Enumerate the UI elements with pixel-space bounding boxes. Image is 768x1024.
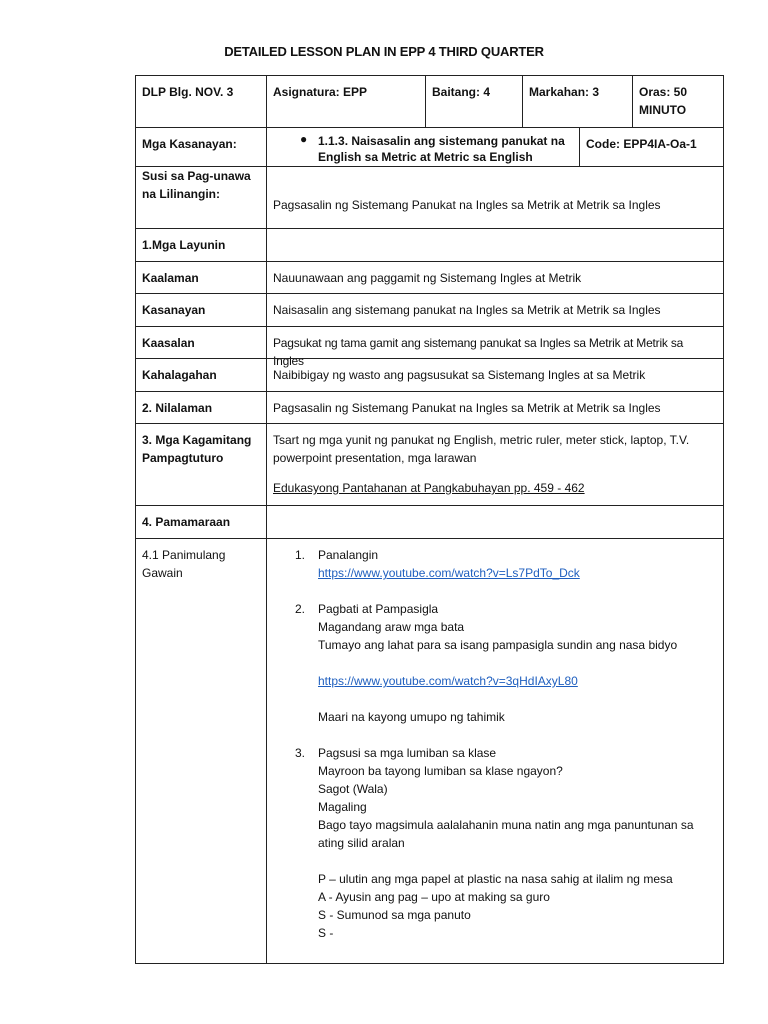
kasanayan-cell	[266, 128, 579, 166]
step3-line1: Mayroon ba tayong lumiban sa klase ngayon?	[318, 764, 563, 778]
asignatura-cell: Asignatura: EPP	[266, 76, 425, 127]
step3-line4: Bago tayo magsimula aalalahanin muna natin ang mga panuntunan sa ating silid aralan	[318, 818, 694, 850]
step-pagbati: 2. Pagbati at Pampasigla Magandang araw mga bata Tumayo ang lahat para sa isang pampasigla sundin ang nasa bidyo https://www.youtube.com/watch?v=3qHdIAxyL80 Maari na kayong umupo ng tahimik	[273, 600, 717, 744]
susi-value: Pagsasalin ng Sistemang Panukat na Ingles sa Metrik at Metrik sa Ingles	[266, 167, 723, 228]
kaalaman-value: Nauunawaan ang paggamit ng Sistemang Ingles at Metrik	[266, 262, 723, 293]
kagamitan-materials: Tsart ng mga yunit ng panukat ng English, metric ruler, meter stick, laptop, T.V. powerpoint presentation, mga larawan	[273, 433, 690, 465]
step1-title: Panalangin	[318, 548, 379, 562]
rule-p: P – ulutin ang mga papel at plastic na nasa sahig at ilalim ng mesa	[318, 872, 673, 886]
nilalaman-value: Pagsasalin ng Sistemang Panukat na Ingles sa Metrik at Metrik sa Ingles	[266, 392, 723, 423]
kaasalan-value: Pagsukat ng tama gamit ang sistemang panukat sa Ingles sa Metrik at Metrik sa Ingles	[266, 327, 723, 358]
baitang-cell: Baitang: 4	[425, 76, 522, 127]
kasanayan-row	[136, 127, 723, 166]
step3-title: Pagsusi sa mga lumiban sa klase	[318, 746, 497, 760]
step-pagsusi: 3. Pagsusi sa mga lumiban sa klase Mayroon ba tayong lumiban sa klase ngayon? Sagot (Wala) Magaling Bago tayo magsimula aalalahanin muna natin ang mga panuntunan sa ating silid aralan P – ulutin ang mga papel at plastic na nasa sahig at ilalim ng mesa A - Ayusin ang pag – upo at making sa guro S - Sumunod sa mga panuto S -	[273, 744, 717, 942]
panimula-content	[266, 539, 723, 963]
nilalaman-label: 2. Nilalaman	[142, 401, 213, 415]
rule-s1: S - Sumunod sa mga panuto	[318, 908, 471, 922]
oras-cell: Oras: 50 MINUTO	[632, 76, 723, 127]
document-title: DETAILED LESSON PLAN IN EPP 4 THIRD QUARTER	[224, 44, 544, 59]
kahalagahan-value: Naibibigay ng wasto ang pagsusukat sa Sistemang Ingles at sa Metrik	[266, 359, 723, 391]
panimula-row	[136, 538, 723, 963]
kagamitan-value	[266, 424, 723, 505]
lesson-plan-table	[135, 75, 724, 964]
dlp-cell: DLP Blg. NOV. 3	[142, 85, 234, 99]
layunin-row	[136, 228, 723, 261]
markahan-cell: Markahan: 3	[522, 76, 632, 127]
pamamaraan-row	[136, 505, 723, 538]
pamamaraan-value	[266, 506, 723, 538]
kahalagahan-row	[136, 358, 723, 391]
layunin-label: 1.Mga Layunin	[142, 238, 226, 252]
susi-row	[136, 166, 723, 228]
layunin-value	[266, 229, 723, 261]
panalangin-video-link[interactable]: https://www.youtube.com/watch?v=Ls7PdTo_Dck	[318, 566, 580, 580]
step2-line2: Tumayo ang lahat para sa isang pampasigla sundin ang nasa bidyo	[318, 638, 678, 652]
header-row	[136, 75, 723, 127]
step2-line1: Magandang araw mga bata	[318, 620, 465, 634]
kaasalan-label: Kaasalan	[142, 336, 195, 350]
panimula-label: 4.1 Panimulang Gawain	[142, 548, 226, 580]
kagamitan-reference: Edukasyong Pantahanan at Pangkabuhayan pp. 459 - 462	[273, 481, 585, 495]
step-panalangin: 1. Panalangin https://www.youtube.com/watch?v=Ls7PdTo_Dck	[273, 546, 717, 600]
step2-line3: Maari na kayong umupo ng tahimik	[318, 710, 505, 724]
susi-label: Susi sa Pag-unawa na Lilinangin:	[142, 169, 251, 201]
rule-a: A - Ayusin ang pag – upo at making sa guro	[318, 890, 550, 904]
kasanayan-item: 1.1.3. Naisasalin ang sistemang panukat na English sa Metric at Metric sa English	[318, 134, 565, 164]
kaasalan-row	[136, 326, 723, 368]
kagamitan-label: 3. Mga Kagamitang Pampagtuturo	[142, 433, 252, 465]
kasanayan-label: Mga Kasanayan:	[142, 137, 237, 151]
kasanayan-detail-value: Naisasalin ang sistemang panukat na Ingles sa Metrik at Metrik sa Ingles	[266, 294, 723, 326]
step3-line2: Sagot (Wala)	[318, 782, 388, 796]
nilalaman-row	[136, 391, 723, 423]
kasanayan-detail-label: Kasanayan	[142, 303, 206, 317]
step3-line3: Magaling	[318, 800, 367, 814]
kasanayan-detail-row	[136, 293, 723, 326]
step2-title: Pagbati at Pampasigla	[318, 602, 439, 616]
kagamitan-row	[136, 423, 723, 505]
kaalaman-row	[136, 261, 723, 293]
pampasigla-video-link[interactable]: https://www.youtube.com/watch?v=3qHdIAxyL80	[318, 674, 578, 688]
code-cell: Code: EPP4IA-Oa-1	[579, 128, 723, 166]
kahalagahan-label: Kahalagahan	[142, 368, 217, 382]
rule-s2: S -	[318, 926, 334, 940]
bullet-icon: ●	[300, 132, 308, 146]
kaalaman-label: Kaalaman	[142, 271, 199, 285]
pamamaraan-label: 4. Pamamaraan	[142, 515, 231, 529]
